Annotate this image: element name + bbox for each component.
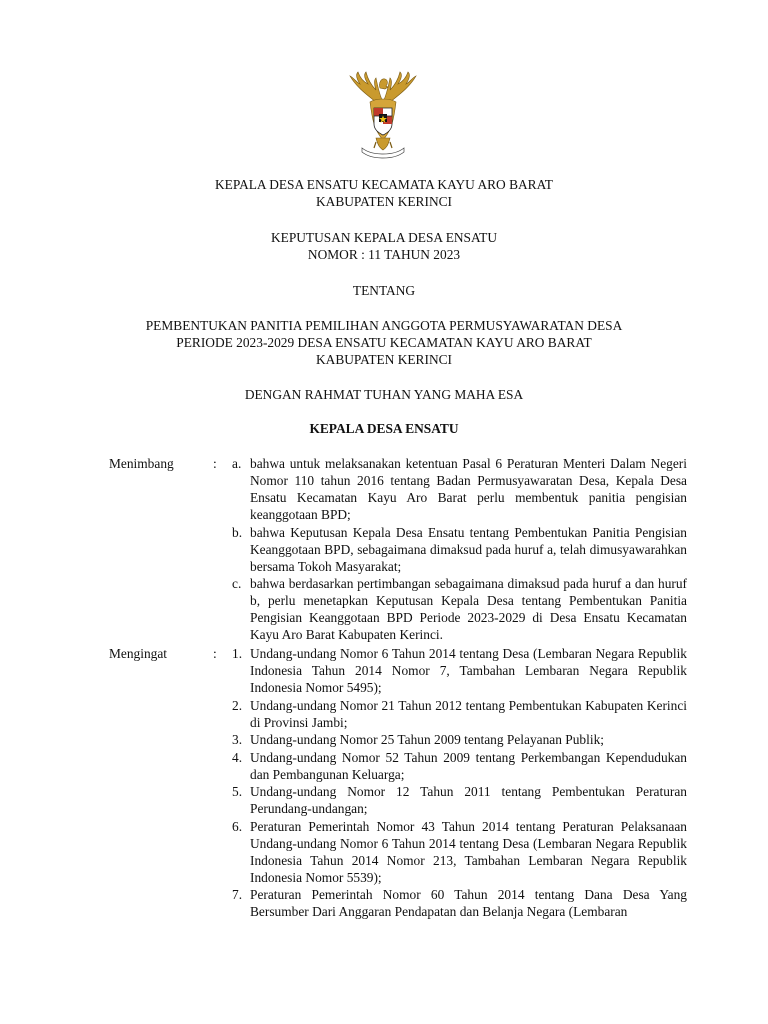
menimbang-list (222, 455, 687, 644)
item-marker: a. (232, 456, 242, 471)
item-text: Undang-undang Nomor 12 Tahun 2011 tentang Pembentukan Peraturan Perundang-undangan; (250, 784, 687, 816)
list-item (222, 818, 687, 886)
item-text: Peraturan Pemerintah Nomor 43 Tahun 2014 tentang Peraturan Pelaksanaan Undang-undang Nomor 6 Tahun 2014 tentang Desa (Lembaran Negara Republik Indonesia Tahun 2014 Nomor 213, Tambahan Lembaran Negara Republik Indonesia Nomor 5539); (250, 818, 687, 885)
mengingat-label: Mengingat (109, 646, 168, 661)
item-text: Undang-undang Nomor 25 Tahun 2009 tentang Pelayanan Publik; (250, 732, 604, 747)
item-text: Undang-undang Nomor 6 Tahun 2014 tentang Desa (Lembaran Negara Republik Indonesia Tahun 2014 Nomor 7, Tambahan Lembaran Negara Republik Indonesia Nomor 5495); (250, 646, 687, 695)
list-item (222, 783, 687, 817)
letterhead-line-2: KABUPATEN KERINCI (315, 194, 453, 209)
authority-heading (0, 420, 768, 437)
menimbang-label: Menimbang (109, 456, 174, 471)
list-item (222, 749, 687, 783)
subject-heading (0, 317, 768, 368)
mengingat-list (222, 645, 687, 921)
about-heading (0, 282, 768, 299)
item-marker: 4. (232, 749, 243, 765)
subject-line-1: PEMBENTUKAN PANITIA PEMILIHAN ANGGOTA PERMUSYAWARATAN DESA (145, 318, 623, 333)
item-text: Peraturan Pemerintah Nomor 60 Tahun 2014 tentang Dana Desa Yang Bersumber Dari Anggaran Pendapatan dan Belanja Negara (Lembaran (250, 887, 687, 919)
subject-line-2: PERIODE 2023-2029 DESA ENSATU KECAMATAN KAYU ARO BARAT (176, 335, 592, 350)
list-item (222, 455, 687, 523)
letterhead-line-1: KEPALA DESA ENSATU KECAMATA KAYU ARO BARAT (215, 177, 553, 192)
item-text: Undang-undang Nomor 21 Tahun 2012 tentang Pembentukan Kabupaten Kerinci di Provinsi Jambi; (250, 697, 687, 730)
item-text: bahwa berdasarkan pertimbangan sebagaimana dimaksud pada huruf a dan huruf b, perlu menetapkan Keputusan Kepala Desa tentang Pembentukan Panitia Pengisian Keanggotaan BPD Periode 2023-2029 di Desa Ensatu Kecamatan Kayu Aro Barat Kabupaten Kerinci. (250, 576, 687, 642)
list-item (222, 524, 687, 575)
list-item (222, 697, 687, 731)
blessing-text: DENGAN RAHMAT TUHAN YANG MAHA ESA (244, 387, 524, 402)
garuda-emblem-icon (344, 68, 422, 160)
decision-title: KEPUTUSAN KEPALA DESA ENSATU (270, 230, 498, 245)
item-text: bahwa untuk melaksanakan ketentuan Pasal 6 Peraturan Menteri Dalam Negeri Nomor 110 tahun 2016 tentang Badan Permusyawaratan Desa, Kepala Desa Ensatu Kecamatan Kayu Aro Barat perlu membentuk panitia pengisian keanggotaan BPD; (250, 456, 687, 522)
item-marker: 1. (232, 646, 243, 661)
list-item (222, 731, 687, 748)
list-item (222, 575, 687, 643)
mengingat-colon: : (213, 646, 217, 661)
decision-number: NOMOR : 11 TAHUN 2023 (307, 247, 461, 262)
item-marker: c. (232, 576, 242, 591)
about-label: TENTANG (352, 283, 416, 298)
list-item (222, 645, 687, 696)
decision-heading (0, 229, 768, 263)
item-text: Undang-undang Nomor 52 Tahun 2009 tentang Perkembangan Kependudukan dan Pembangunan Keluarga; (250, 749, 687, 782)
authority-text: KEPALA DESA ENSATU (309, 421, 459, 436)
subject-line-3: KABUPATEN KERINCI (315, 352, 453, 367)
item-marker: 7. (232, 887, 243, 902)
item-marker: 3. (232, 732, 243, 747)
menimbang-colon: : (213, 456, 217, 471)
item-marker: 6. (232, 818, 243, 834)
item-text: bahwa Keputusan Kepala Desa Ensatu tentang Pembentukan Panitia Pengisian Keanggotaan BPD, sebagaimana dimaksud pada huruf a, telah dimusyawarahkan bersama Tokoh Masyarakat; (250, 524, 687, 574)
list-item (222, 886, 687, 920)
item-marker: 5. (232, 784, 243, 799)
blessing-heading (0, 386, 768, 403)
letterhead (0, 176, 768, 210)
item-marker: 2. (232, 697, 243, 713)
item-marker: b. (232, 524, 243, 540)
